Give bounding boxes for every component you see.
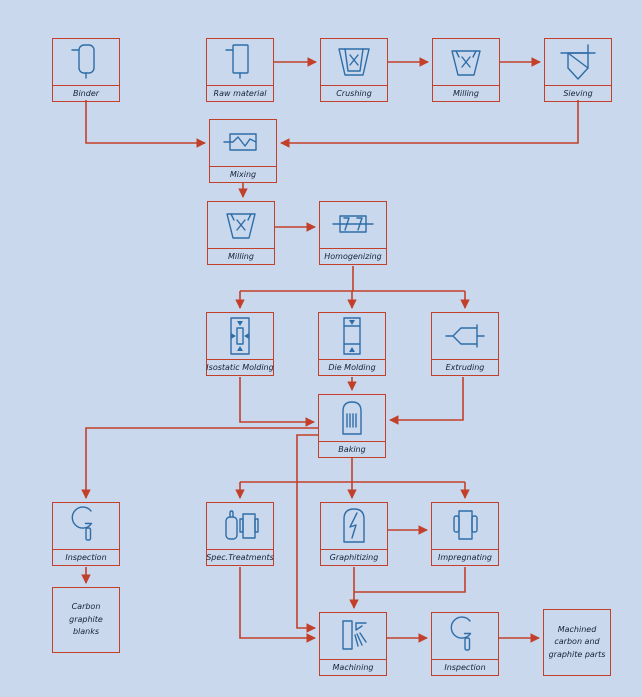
node-label: Sieving (545, 85, 611, 101)
node-label: Extruding (432, 359, 498, 375)
node-inspection-2 (431, 612, 499, 676)
node-label: Mixing (210, 166, 276, 182)
node-label: Inspection (53, 549, 119, 565)
node-label: Die Molding (319, 359, 385, 375)
homogenizer-icon (320, 202, 386, 248)
node-die-molding (318, 312, 386, 376)
node-label: Carbon graphite blanks (69, 602, 103, 637)
node-label: Binder (53, 85, 119, 101)
magnifier-icon (432, 613, 498, 659)
mill-icon (208, 202, 274, 248)
crusher-icon (321, 39, 387, 85)
node-label: Milling (433, 85, 499, 101)
magnifier-icon (53, 503, 119, 549)
node-label: Graphitizing (321, 549, 387, 565)
furnace-icon (321, 503, 387, 549)
isostatic-press-icon (207, 313, 273, 359)
node-sieving (544, 38, 612, 102)
mill-icon (433, 39, 499, 85)
node-machining (319, 612, 387, 676)
node-label: Crushing (321, 85, 387, 101)
node-label: Isostatic Molding (207, 359, 273, 375)
node-label: Milling (208, 248, 274, 264)
node-milling-2 (207, 201, 275, 265)
node-impregnating (431, 502, 499, 566)
node-graphitizing (320, 502, 388, 566)
die-press-icon (319, 313, 385, 359)
node-binder (52, 38, 120, 102)
node-milling-1 (432, 38, 500, 102)
vessel-icon (53, 39, 119, 85)
sieve-icon (545, 39, 611, 85)
autoclave-icon (432, 503, 498, 549)
node-label: Spec.Treatments (207, 549, 273, 565)
node-label: Inspection (432, 659, 498, 675)
node-extruding (431, 312, 499, 376)
node-carbon-graphite-blanks (52, 587, 120, 653)
node-machined-parts (543, 609, 611, 676)
extruder-icon (432, 313, 498, 359)
node-label: Machining (320, 659, 386, 675)
vessel-icon (207, 39, 273, 85)
node-isostatic-molding (206, 312, 274, 376)
node-label: Baking (319, 441, 385, 457)
node-homogenizing (319, 201, 387, 265)
gas-treatment-icon (207, 503, 273, 549)
kiln-icon (319, 395, 385, 441)
node-label: Homogenizing (320, 248, 386, 264)
node-label: Impregnating (432, 549, 498, 565)
mixer-icon (210, 120, 276, 166)
node-mixing (209, 119, 277, 183)
node-label: Machined carbon and graphite parts (548, 624, 606, 659)
node-spec-treatments (206, 502, 274, 566)
node-inspection-1 (52, 502, 120, 566)
node-baking (318, 394, 386, 458)
node-crushing (320, 38, 388, 102)
node-raw-material (206, 38, 274, 102)
node-label: Raw material (207, 85, 273, 101)
lathe-icon (320, 613, 386, 659)
